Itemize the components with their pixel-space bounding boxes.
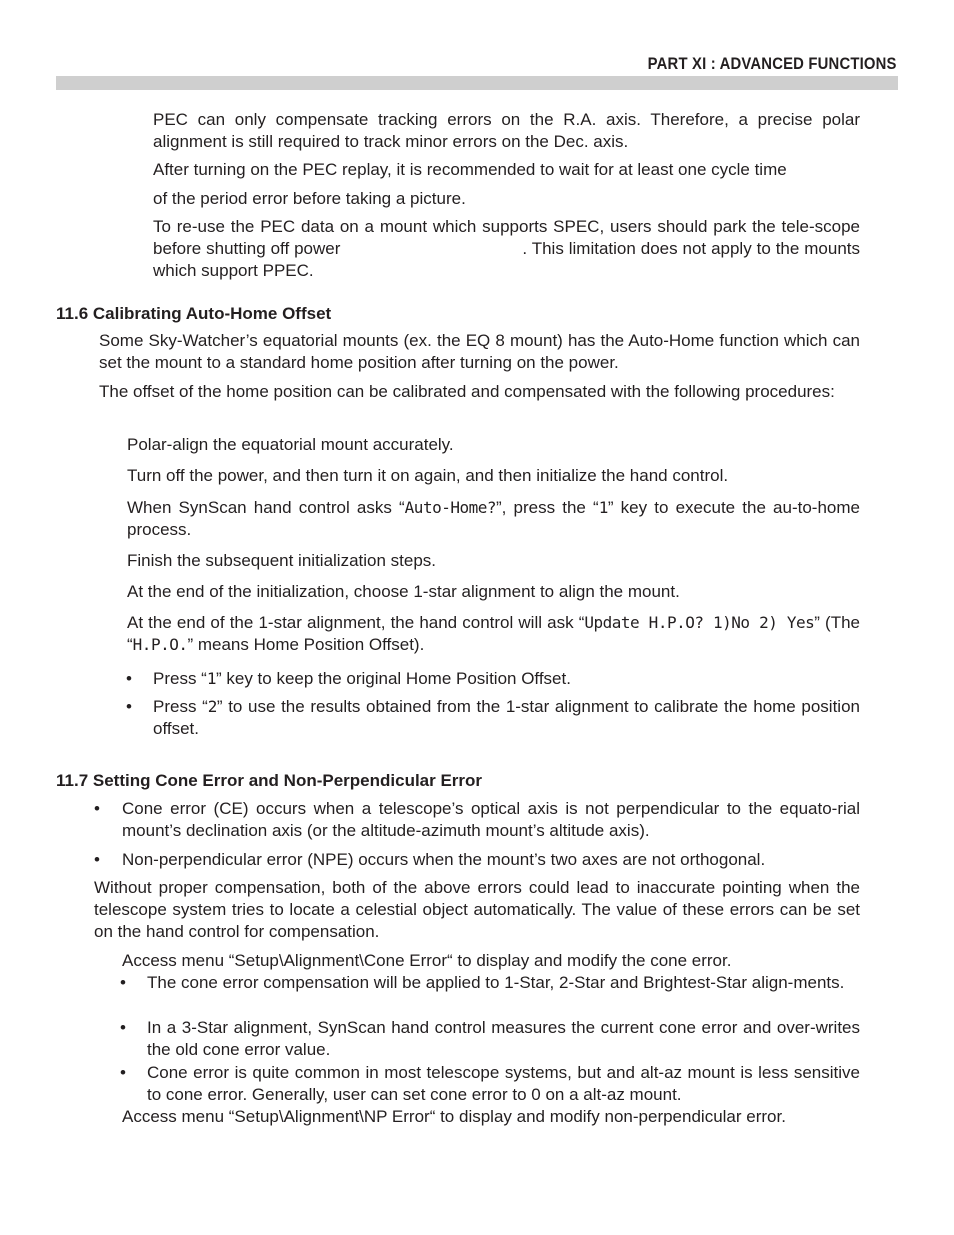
compensation-paragraph: Without proper compensation, both of the above errors could lead to inaccurate pointing when the telescope system tries to locate a celestial object automatically. The value of these errors can be set on the hand control for compensation. [94, 878, 860, 941]
pec-note-replay-line1: After turning on the PEC replay, it is recommended to wait for at least one cycle time [153, 160, 787, 179]
bullet-marker: • [120, 973, 126, 992]
hpo-option-keep: Press “1” key to keep the original Home Position Offset. [153, 669, 571, 688]
pec-note-spec [153, 216, 860, 282]
cone-bullet-applied: The cone error compensation will be applied to 1-Star, 2-Star and Brightest-Star align-ments. [147, 973, 845, 992]
step-power-cycle: Turn off the power, and then turn it on again, and then initialize the hand control. [127, 466, 729, 485]
pec-note-polar-alignment: PEC can only compensate tracking errors on the R.A. axis. Therefore, a precise polar alignment is still required to track minor errors on the Dec. axis. [153, 110, 860, 151]
lcd-key-1: 1 [206, 669, 216, 688]
cone-error-definition: Cone error (CE) occurs when a telescope’s optical axis is not perpendicular to the equato-rial mount’s declination axis (or the altitude-azimuth mount’s altitude axis). [122, 799, 860, 840]
lcd-auto-home-text: Auto-Home? [404, 498, 496, 517]
cone-bullet-three-star: In a 3-Star alignment, SynScan hand control measures the current cone error and over-writes the old cone error value. [147, 1018, 860, 1059]
step-one-star-align: At the end of the initialization, choose 1-star alignment to align the mount. [127, 582, 680, 601]
step-update-hpo: At the end of the 1-star alignment, the hand control will ask “Update H.P.O? 1)No 2) Yes” (The “H.P.O.” means Home Position Offset). [127, 613, 860, 654]
bullet-marker: • [120, 1018, 126, 1037]
access-cone-error-menu: Access menu “Setup\Alignment\Cone Error“ to display and modify the cone error. [122, 951, 732, 970]
access-np-error-menu: Access menu “Setup\Alignment\NP Error“ to display and modify non-perpendicular error. [122, 1107, 786, 1126]
pec-note-spec-part2: . This limitation does not apply to the mounts which support PPEC. [153, 239, 861, 280]
pec-note-spec-part1: To re-use the PEC data on a mount which supports SPEC, users should park the tele-scope before shutting off power [153, 217, 860, 258]
bullet-marker: • [126, 697, 132, 716]
section-11-6-heading: 11.6 Calibrating Auto-Home Offset [56, 304, 332, 323]
section-11-7-heading: 11.7 Setting Cone Error and Non-Perpendicular Error [56, 771, 483, 790]
cone-bullet-alt-az: Cone error is quite common in most telescope systems, but and alt-az mount is less sensitive to cone error. Generally, user can set cone error to 0 on a alt-az mount. [147, 1063, 860, 1104]
step-finish-init: Finish the subsequent initialization steps. [127, 551, 437, 570]
lcd-hpo-text: H.P.O. [132, 635, 188, 654]
lcd-key-2: 2 [207, 697, 217, 716]
step-polar-align: Polar-align the equatorial mount accurately. [127, 435, 454, 454]
page-header-title: PART XI : ADVANCED FUNCTIONS [648, 55, 897, 73]
step-auto-home: When SynScan hand control asks “Auto-Home?”, press the “1” key to execute the au-to-home process. [127, 498, 860, 539]
header-divider-bar [56, 76, 898, 90]
lcd-key-1: 1 [598, 498, 608, 517]
lcd-update-hpo-text: Update H.P.O? 1)No 2) Yes [584, 613, 815, 632]
bullet-marker: • [94, 850, 100, 869]
section-11-6-intro-1: Some Sky-Watcher’s equatorial mounts (ex. the EQ 8 mount) has the Auto-Home function which can set the mount to a standard home position after turning on the power. [99, 331, 860, 372]
pec-note-replay-line2: of the period error before taking a picture. [153, 189, 466, 208]
hpo-option-calibrate: Press “2” to use the results obtained from the 1-star alignment to calibrate the home position offset. [153, 697, 860, 738]
bullet-marker: • [126, 669, 132, 688]
bullet-marker: • [94, 799, 100, 818]
bullet-marker: • [120, 1063, 126, 1082]
npe-definition: Non-perpendicular error (NPE) occurs when the mount’s two axes are not orthogonal. [122, 850, 766, 869]
section-11-6-intro-2: The offset of the home position can be calibrated and compensated with the following procedures: [99, 382, 835, 401]
